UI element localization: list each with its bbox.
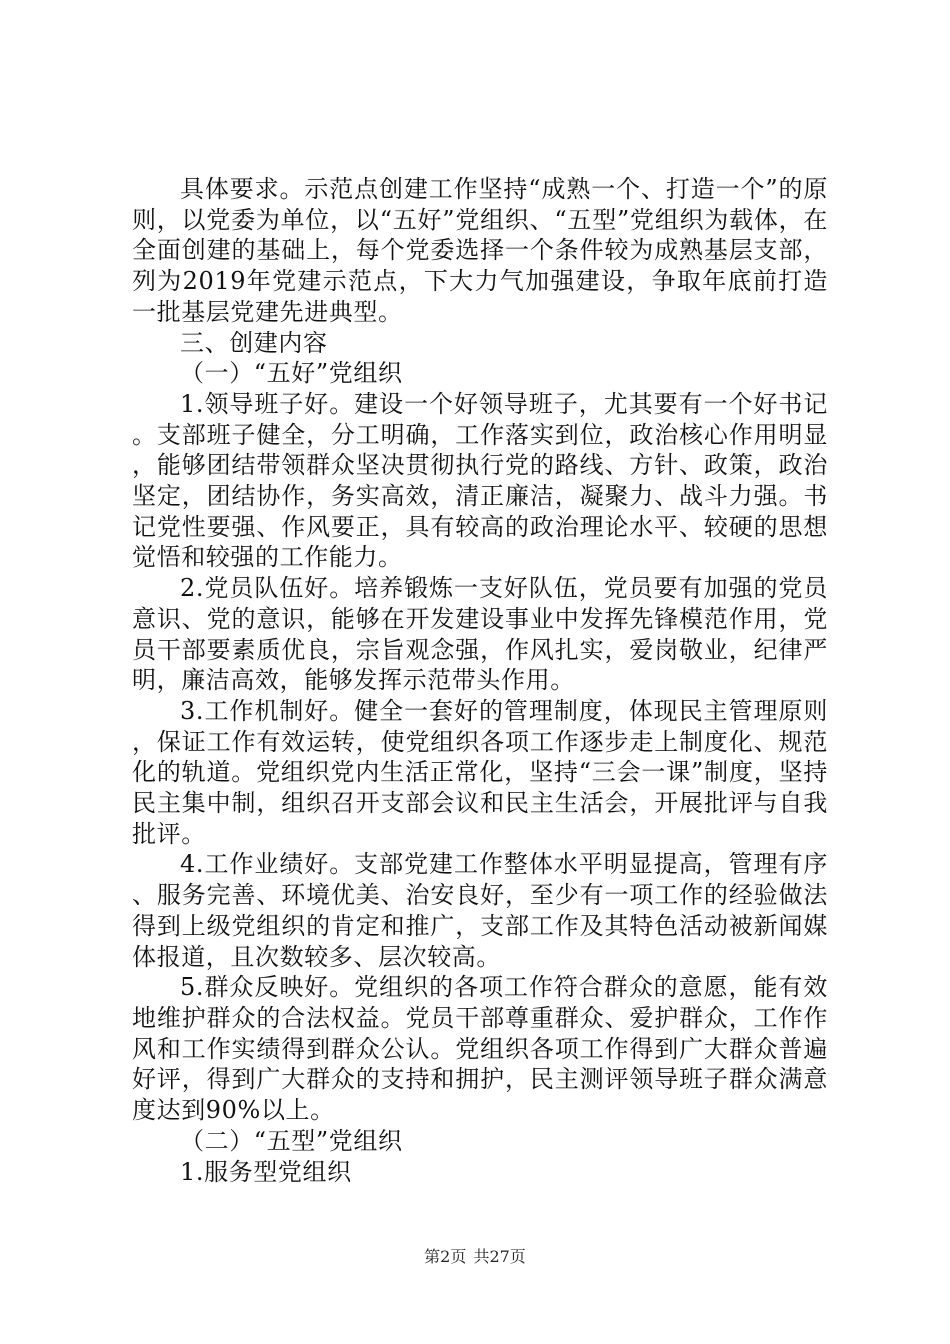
section-heading-creation-content: 三、创建内容 bbox=[180, 328, 328, 357]
item-service-organization: 1.服务型党组织 bbox=[180, 1157, 352, 1186]
paragraph-leadership: 1.领导班子好。建设一个好领导班子，尤其要有一个好书记。支部班子健全，分工明确，工作落实到位，政治核心作用明显，能够团结带领群众坚决贯彻执行党的路线、方针、政策，政治坚定，团结协作，务实高效，清正廉洁，凝聚力、战斗力强。书记党性要强、作风要正，具有较高的政治理论水平、较硬的思想觉悟和较强的工作能力。 bbox=[132, 389, 828, 572]
subsection-heading-five-good: （一）“五好”党组织 bbox=[180, 359, 403, 388]
paragraph-requirements: 具体要求。示范点创建工作坚持“成熟一个、打造一个”的原则，以党委为单位，以“五好”党组织、“五型”党组织为载体，在全面创建的基础上，每个党委选择一个条件较为成熟基层支部，列为2019年党建示范点，下大力气加强建设，争取年底前打造一批基层党建先进典型。 bbox=[132, 175, 828, 326]
document-body bbox=[132, 174, 828, 1187]
paragraph-work-mechanism: 3.工作机制好。健全一套好的管理制度，体现民主管理原则，保证工作有效运转，使党组织各项工作逐步走上制度化、规范化的轨道。党组织党内生活正常化，坚持“三会一课”制度，坚持民主集中制，组织召开支部会议和民主生活会，开展批评与自我批评。 bbox=[132, 696, 828, 848]
paragraph-public-feedback: 5.群众反映好。党组织的各项工作符合群众的意愿，能有效地维护群众的合法权益。党员干部尊重群众、爱护群众，工作作风和工作实绩得到群众公认。党组织各项工作得到广大群众普遍好评，得到广大群众的支持和拥护，民主测评领导班子群众满意度达到90%以上。 bbox=[132, 973, 828, 1125]
paragraph-party-members: 2.党员队伍好。培养锻炼一支好队伍，党员要有加强的党员意识、党的意识，能够在开发建设事业中发挥先锋模范作用，党员干部要素质优良，宗旨观念强，作风扎实，爱岗敬业，纪律严明，廉洁高效，能够发挥示范带头作用。 bbox=[132, 574, 828, 695]
subsection-heading-five-type: （二）“五型”党组织 bbox=[180, 1126, 403, 1155]
paragraph-work-performance: 4.工作业绩好。支部党建工作整体水平明显提高，管理有序、服务完善、环境优美、治安良好，至少有一项工作的经验做法得到上级党组织的肯定和推广，支部工作及其特色活动被新闻媒体报道，且次数较多、层次较高。 bbox=[132, 850, 828, 971]
page-footer: 第2页 共27页 bbox=[424, 1247, 526, 1266]
